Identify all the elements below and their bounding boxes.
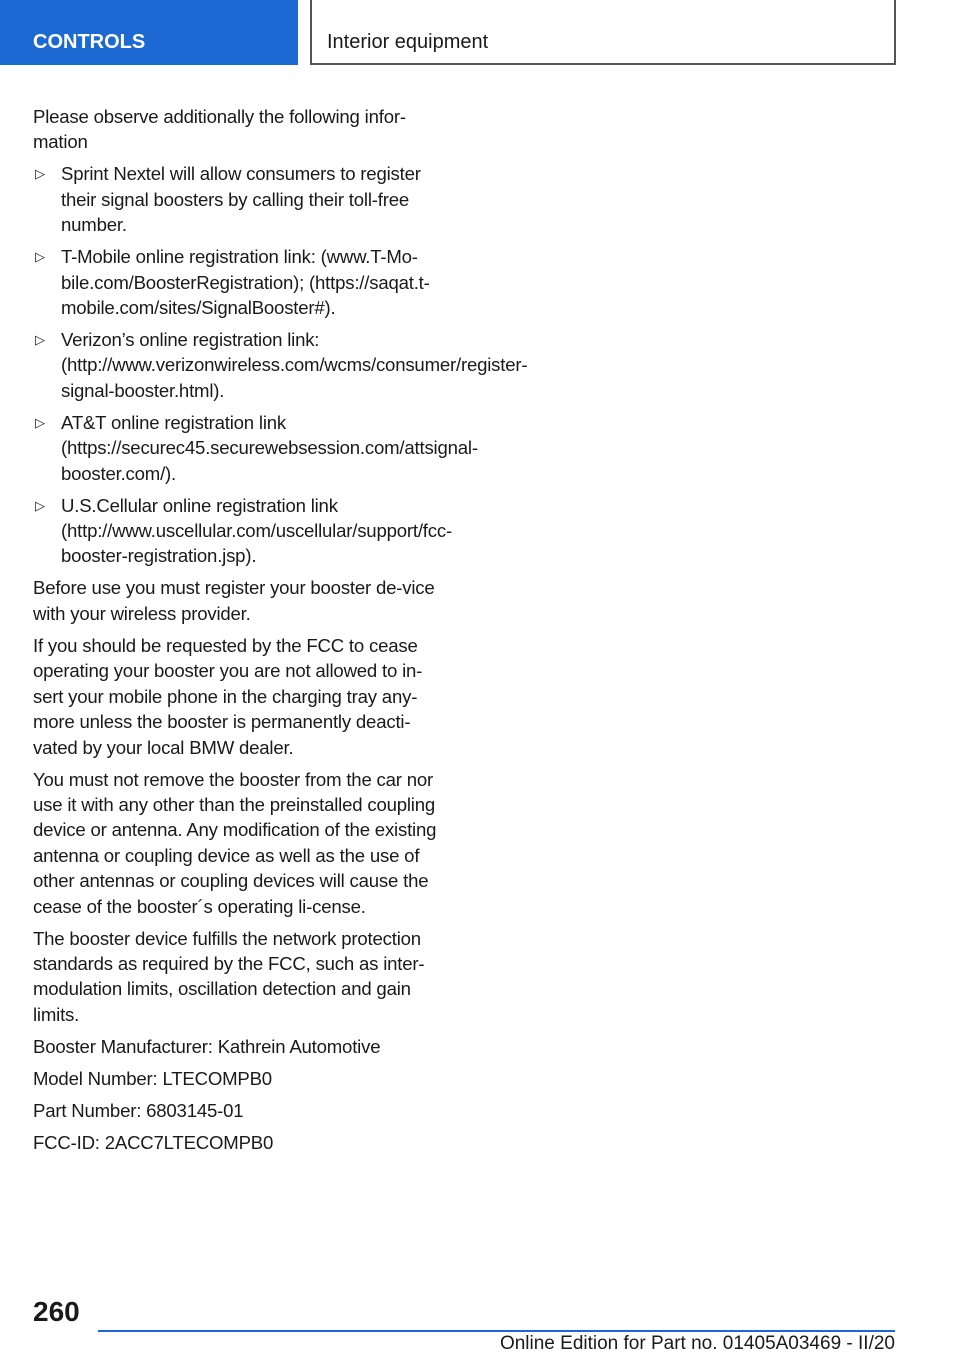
triangle-bullet-icon: ▷	[35, 166, 45, 182]
footer-divider	[98, 1330, 895, 1332]
triangle-bullet-icon: ▷	[35, 332, 45, 348]
list-item	[33, 410, 478, 486]
triangle-bullet-icon: ▷	[35, 497, 45, 513]
fcc-id-line: FCC-ID: 2ACC7LTECOMPB0	[33, 1131, 274, 1153]
list-item-text: T-Mobile online registration link: (www.T-Mo-bile.com/BoosterRegistration); (https://saqat.t-mobile.com/sites/SignalBooster#).	[61, 246, 430, 319]
list-item	[33, 493, 452, 569]
intro-paragraph: Please observe additionally the following infor-mation	[33, 106, 406, 153]
list-item-text: Verizon’s online registration link: (http://www.verizonwireless.com/wcms/consumer/register-signal-booster.html).	[61, 329, 528, 401]
part-number-line: Part Number: 6803145-01	[33, 1099, 244, 1121]
page-number: 260	[33, 1296, 80, 1327]
list-item	[33, 327, 528, 403]
triangle-bullet-icon: ▷	[35, 414, 45, 430]
section-tab-controls: CONTROLS	[0, 0, 298, 65]
list-item	[33, 244, 448, 320]
paragraph-registration: Before use you must register your booster de-vice with your wireless provider.	[33, 577, 435, 624]
paragraph-modification: You must not remove the booster from the car nor use it with any other than the preinstalled coupling device or antenna. Any modification of the existing antenna or coupling device as well as the use of other antennas or coupling devices will cause the cease of the booster´s operating li-cense.	[33, 768, 437, 917]
list-item-text: Sprint Nextel will allow consumers to register their signal boosters by calling their toll-free number.	[61, 163, 421, 236]
chapter-title: Interior equipment	[310, 0, 896, 65]
edition-note: Online Edition for Part no. 01405A03469 - II/20	[499, 1333, 895, 1354]
triangle-bullet-icon: ▷	[35, 249, 45, 265]
page-content	[33, 104, 528, 1162]
list-item-text: U.S.Cellular online registration link (http://www.uscellular.com/uscellular/support/fcc-booster-registration.jsp).	[61, 494, 452, 567]
paragraph-fcc-cease: If you should be requested by the FCC to cease operating your booster you are not allowed to in-sert your mobile phone in the charging tray any-more unless the booster is permanently deacti-vated by your local BMW dealer.	[33, 634, 423, 758]
list-item	[33, 161, 448, 237]
list-item-text: AT&T online registration link (https://securec45.securewebsession.com/attsignal-booster.com/).	[61, 411, 478, 484]
model-number-line: Model Number: LTECOMPB0	[33, 1067, 272, 1089]
paragraph-protection: The booster device fulfills the network protection standards as required by the FCC, such as inter-modulation limits, oscillation detection and gain limits.	[33, 927, 425, 1025]
registration-list	[33, 161, 528, 568]
manufacturer-line: Booster Manufacturer: Kathrein Automotive	[33, 1035, 381, 1057]
